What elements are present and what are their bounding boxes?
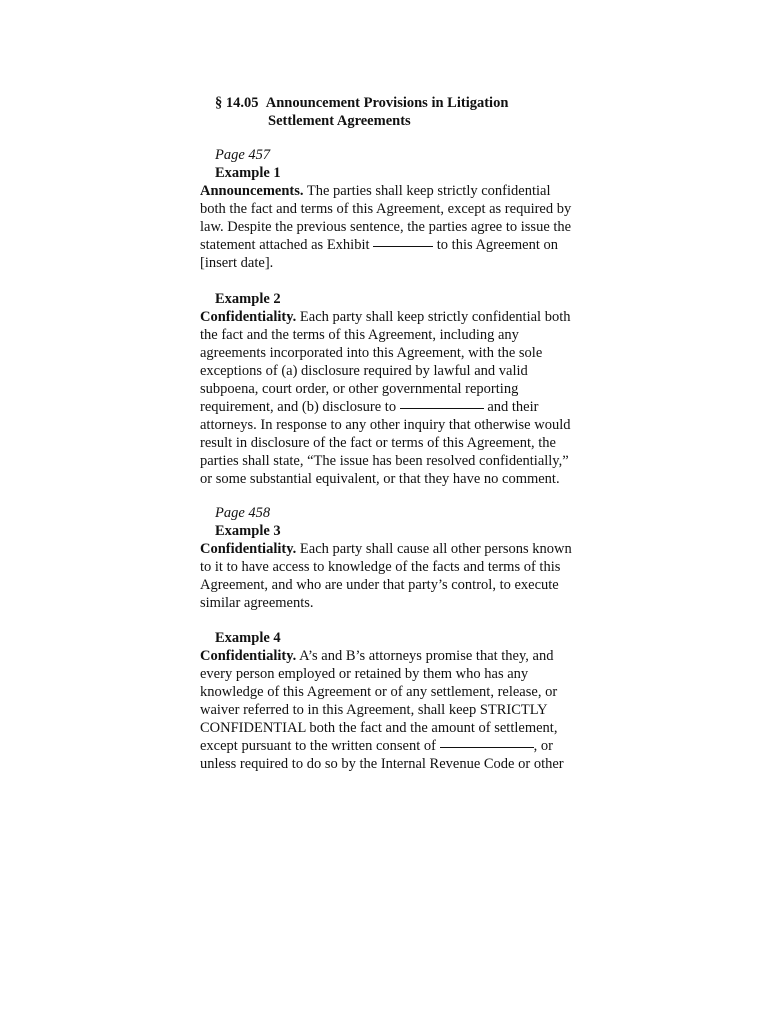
example-heading: Example 1 <box>215 165 281 181</box>
paragraph-line: agreements incorporated into this Agreement, with the sole <box>200 345 543 361</box>
paragraph-line: Confidentiality. Each party shall cause all other persons known <box>200 541 572 557</box>
paragraph-line: waiver referred to in this Agreement, shall keep STRICTLY <box>200 702 548 718</box>
paragraph-lead: Confidentiality. <box>200 309 297 325</box>
example-2-block <box>200 290 592 488</box>
paragraph-line: Agreement, and who are under that party’s control, to execute <box>200 577 559 593</box>
paragraph-line: both the fact and terms of this Agreement, except as required by <box>200 201 572 217</box>
example-heading: Example 4 <box>215 630 281 646</box>
section-number: § 14.05 <box>215 95 259 111</box>
paragraph-lead: Confidentiality. <box>200 541 297 557</box>
example-heading: Example 3 <box>215 523 281 539</box>
paragraph-line: law. Despite the previous sentence, the parties agree to issue the <box>200 219 572 235</box>
paragraph-line: Confidentiality. Each party shall keep strictly confidential both <box>200 309 571 325</box>
paragraph-line: every person employed or retained by them who has any <box>200 666 529 682</box>
blank-field <box>400 396 484 409</box>
example-heading: Example 2 <box>215 291 281 307</box>
paragraph-line: unless required to do so by the Internal Revenue Code or other <box>200 756 564 772</box>
paragraph-line: similar agreements. <box>200 595 314 611</box>
blank-field <box>373 234 433 247</box>
paragraph-line: statement attached as Exhibit to this Agreement on <box>200 236 592 254</box>
section-heading <box>215 94 508 130</box>
paragraph-line: subpoena, court order, or other governmental reporting <box>200 381 519 397</box>
example-4-block <box>200 629 592 773</box>
paragraph-line: the fact and the terms of this Agreement, including any <box>200 327 519 343</box>
paragraph-line: attorneys. In response to any other inquiry that otherwise would <box>200 417 571 433</box>
paragraph-line: knowledge of this Agreement or of any settlement, release, or <box>200 684 558 700</box>
paragraph-line: parties shall state, “The issue has been resolved confidentially,” <box>200 453 569 469</box>
paragraph-lead: Confidentiality. <box>200 648 297 664</box>
paragraph-line: requirement, and (b) disclosure to and their <box>200 398 592 416</box>
page-reference: Page 458 <box>215 505 271 521</box>
section-title-line1: Announcement Provisions in Litigation <box>265 95 509 111</box>
paragraph-lead: Announcements. <box>200 183 304 199</box>
example-1-block <box>200 146 592 272</box>
section-title-line2: Settlement Agreements <box>268 113 411 129</box>
blank-field <box>440 735 534 748</box>
page-reference: Page 457 <box>215 147 271 163</box>
paragraph-line: CONFIDENTIAL both the fact and the amount of settlement, <box>200 720 558 736</box>
paragraph-line: or some substantial equivalent, or that they have no comment. <box>200 471 560 487</box>
example-3-block <box>200 504 592 612</box>
paragraph-line: [insert date]. <box>200 255 274 271</box>
paragraph-line: Confidentiality. A’s and B’s attorneys promise that they, and <box>200 648 554 664</box>
paragraph-line: Announcements. The parties shall keep strictly confidential <box>200 183 551 199</box>
paragraph-line: to it to have access to knowledge of the facts and terms of this <box>200 559 561 575</box>
paragraph-line: except pursuant to the written consent of , or <box>200 737 592 755</box>
paragraph-line: result in disclosure of the fact or terms of this Agreement, the <box>200 435 556 451</box>
paragraph-line: exceptions of (a) disclosure required by lawful and valid <box>200 363 528 379</box>
